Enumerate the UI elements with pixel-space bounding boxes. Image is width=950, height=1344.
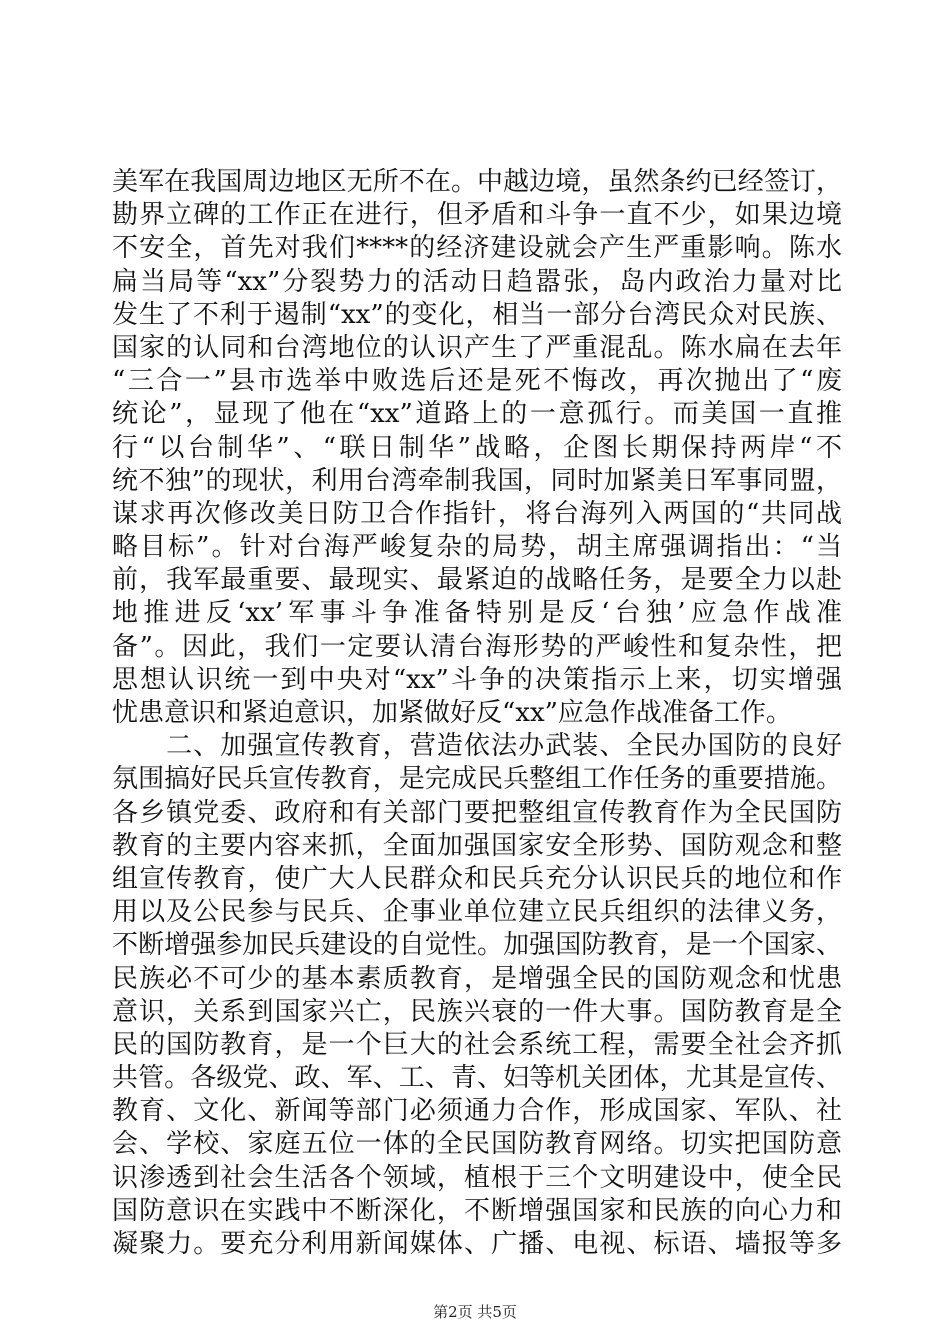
text-line: 二、加强宣传教育，营造依法办武装、全民办国防的良好 — [112, 731, 842, 762]
text-line: 国防意识在实践中不断深化，不断增强国家和民族的向心力和 — [112, 1195, 842, 1226]
text-line: 不断增强参加民兵建设的自觉性。加强国防教育，是一个国家、 — [112, 930, 842, 961]
text-line: 谋求再次修改美日防卫合作指针，将台海列入两国的“共同战 — [112, 498, 842, 529]
text-line: 国家的认同和台湾地位的认识产生了严重混乱。陈水扁在去年 — [112, 332, 842, 363]
text-line: 前，我军最重要、最现实、最紧迫的战略任务，是要全力以赴 — [112, 565, 842, 596]
text-line: 氛围搞好民兵宣传教育，是完成民兵整组工作任务的重要措施。 — [112, 764, 842, 795]
text-line: 统不独”的现状，利用台湾牵制我国，同时加紧美日军事同盟， — [112, 465, 842, 496]
text-line: 意识，关系到国家兴亡，民族兴衰的一件大事。国防教育是全 — [112, 996, 842, 1027]
text-line: 民的国防教育，是一个巨大的社会系统工程，需要全社会齐抓 — [112, 1029, 842, 1060]
text-line: 勘界立碑的工作正在进行，但矛盾和斗争一直不少，如果边境 — [112, 200, 842, 231]
text-line: 会、学校、家庭五位一体的全民国防教育网络。切实把国防意 — [112, 1129, 842, 1160]
text-line: 教育、文化、新闻等部门必须通力合作，形成国家、军队、社 — [112, 1096, 842, 1127]
text-line: 略目标”。针对台海严峻复杂的局势，胡主席强调指出：“当 — [112, 532, 842, 563]
text-line: 地推进反‘xx’军事斗争准备特别是反‘台独’应急作战准 — [112, 598, 842, 629]
text-line: 组宣传教育，使广大人民群众和民兵充分认识民兵的地位和作 — [112, 863, 842, 894]
document-body — [112, 166, 842, 1261]
text-line: 共管。各级党、政、军、工、青、妇等机关团体，尤其是宣传、 — [112, 1063, 842, 1094]
text-line: 凝聚力。要充分利用新闻媒体、广播、电视、标语、墙报等多 — [112, 1229, 842, 1259]
text-line: “三合一”县市选举中败选后还是死不悔改，再次抛出了“废 — [112, 366, 842, 397]
text-line: 统论”，显现了他在“xx”道路上的一意孤行。而美国一直推 — [112, 399, 842, 430]
text-line: 用以及公民参与民兵、企事业单位建立民兵组织的法律义务， — [112, 897, 842, 928]
text-line: 各乡镇党委、政府和有关部门要把整组宣传教育作为全民国防 — [112, 797, 842, 828]
text-line: 发生了不利于遏制“xx”的变化，相当一部分台湾民众对民族、 — [112, 299, 842, 330]
text-line: 扁当局等“xx”分裂势力的活动日趋嚣张，岛内政治力量对比 — [112, 266, 842, 297]
text-line: 不安全，首先对我们****的经济建设就会产生严重影响。陈水 — [112, 233, 842, 264]
text-line: 美军在我国周边地区无所不在。中越边境，虽然条约已经签订， — [112, 167, 842, 197]
page-number-footer: 第2页 共5页 — [433, 1303, 517, 1321]
text-line: 备”。因此，我们一定要认清台海形势的严峻性和复杂性，把 — [112, 631, 842, 662]
text-line: 识渗透到社会生活各个领域，植根于三个文明建设中，使全民 — [112, 1162, 842, 1193]
text-line: 思想认识统一到中央对“xx”斗争的决策指示上来，切实增强 — [112, 664, 842, 695]
text-line: 忧患意识和紧迫意识，加紧做好反“xx”应急作战准备工作。 — [112, 698, 792, 728]
text-line: 行“以台制华”、“联日制华”战略，企图长期保持两岸“不 — [112, 432, 842, 463]
text-line: 教育的主要内容来抓，全面加强国家安全形势、国防观念和整 — [112, 830, 842, 861]
text-line: 民族必不可少的基本素质教育，是增强全民的国防观念和忧患 — [112, 963, 842, 994]
